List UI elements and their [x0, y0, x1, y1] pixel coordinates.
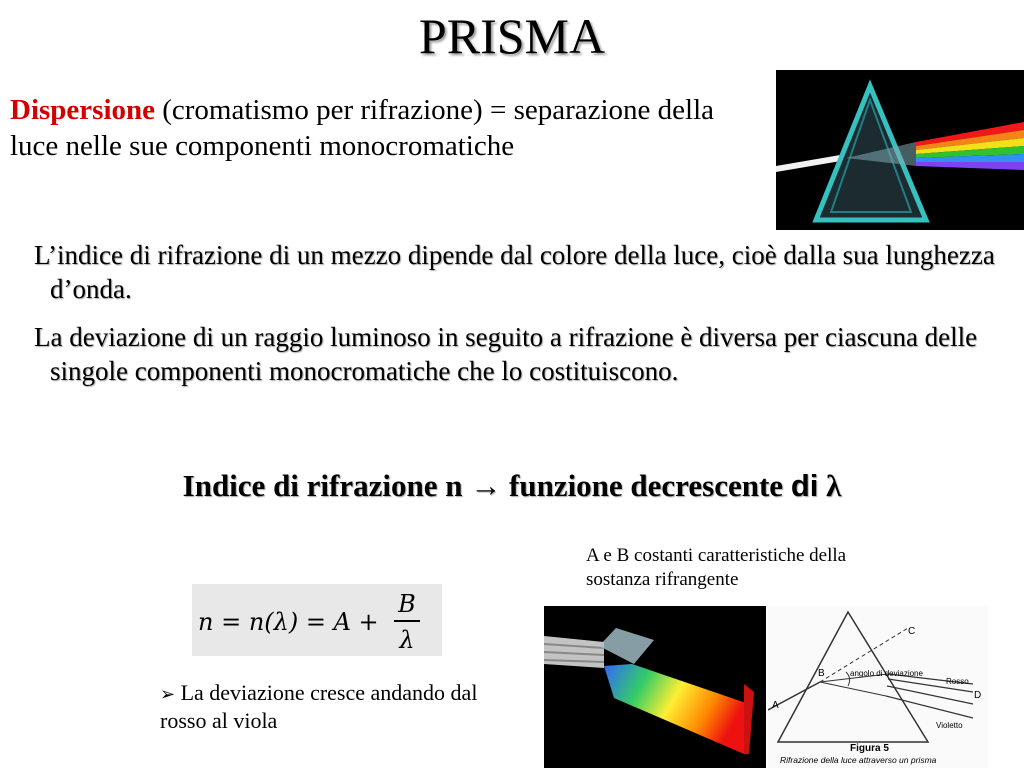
bullet-point — [160, 680, 480, 734]
figure-caption: Rifrazione della luce attraverso un prisma — [780, 755, 937, 765]
label-b: B — [818, 668, 825, 679]
paragraph-index-dependence — [34, 238, 999, 306]
paragraph-2-text: La deviazione di un raggio luminoso in seguito a rifrazione è diversa per ciascuna delle singole componenti monocromatiche che lo costituiscono. — [34, 322, 978, 386]
paragraph-1-text: L’indice di rifrazione di un mezzo dipende dal colore della luce, cioè dalla sua lunghezza d’onda. — [34, 240, 995, 304]
prism-rainbow-image — [776, 70, 1024, 230]
figure-number: Figura 5 — [850, 743, 889, 754]
prism-spectrum-photo — [544, 606, 766, 768]
formula-numerator: B — [398, 590, 416, 618]
violetto-label: Violetto — [936, 721, 963, 730]
prism-refraction-diagram — [768, 606, 988, 768]
key-statement — [0, 466, 1024, 506]
definition-text — [10, 92, 750, 164]
label-d: D — [974, 690, 982, 701]
right-arrow-icon: → — [470, 468, 502, 503]
key-statement-di: di — [790, 468, 819, 503]
key-statement-part-2: funzione decrescente — [501, 468, 791, 503]
label-c: C — [908, 626, 916, 637]
prism-rainbow-illustration — [776, 70, 1024, 230]
constants-note: A e B costanti caratteristiche della sostanza rifrangente — [586, 545, 847, 590]
formula-lhs: n = n(λ) = A + — [198, 608, 379, 636]
refraction-diagram-graphic — [768, 606, 988, 768]
arrow-bullet-icon: ➢ — [160, 684, 176, 705]
formula-graphic — [192, 584, 442, 656]
angle-label: angolo di deviazione — [850, 669, 923, 678]
rosso-label: Rosso — [946, 677, 969, 686]
definition-keyword: Dispersione — [10, 94, 155, 126]
paragraph-deviation — [34, 320, 999, 388]
slide-title: PRISMA — [418, 8, 606, 64]
lambda-symbol: λ — [818, 468, 842, 503]
bullet-text: La deviazione cresce andando dal rosso al viola — [160, 680, 478, 733]
prism-spectrum-illustration — [544, 606, 766, 768]
label-a: A — [772, 700, 779, 711]
definition-body: (cromatismo per rifrazione) = separazione della luce nelle sue componenti monocromatiche — [10, 94, 715, 162]
key-statement-part-1: Indice di rifrazione n — [182, 468, 471, 503]
formula-denominator: λ — [399, 626, 415, 654]
dispersion-formula — [192, 584, 442, 656]
